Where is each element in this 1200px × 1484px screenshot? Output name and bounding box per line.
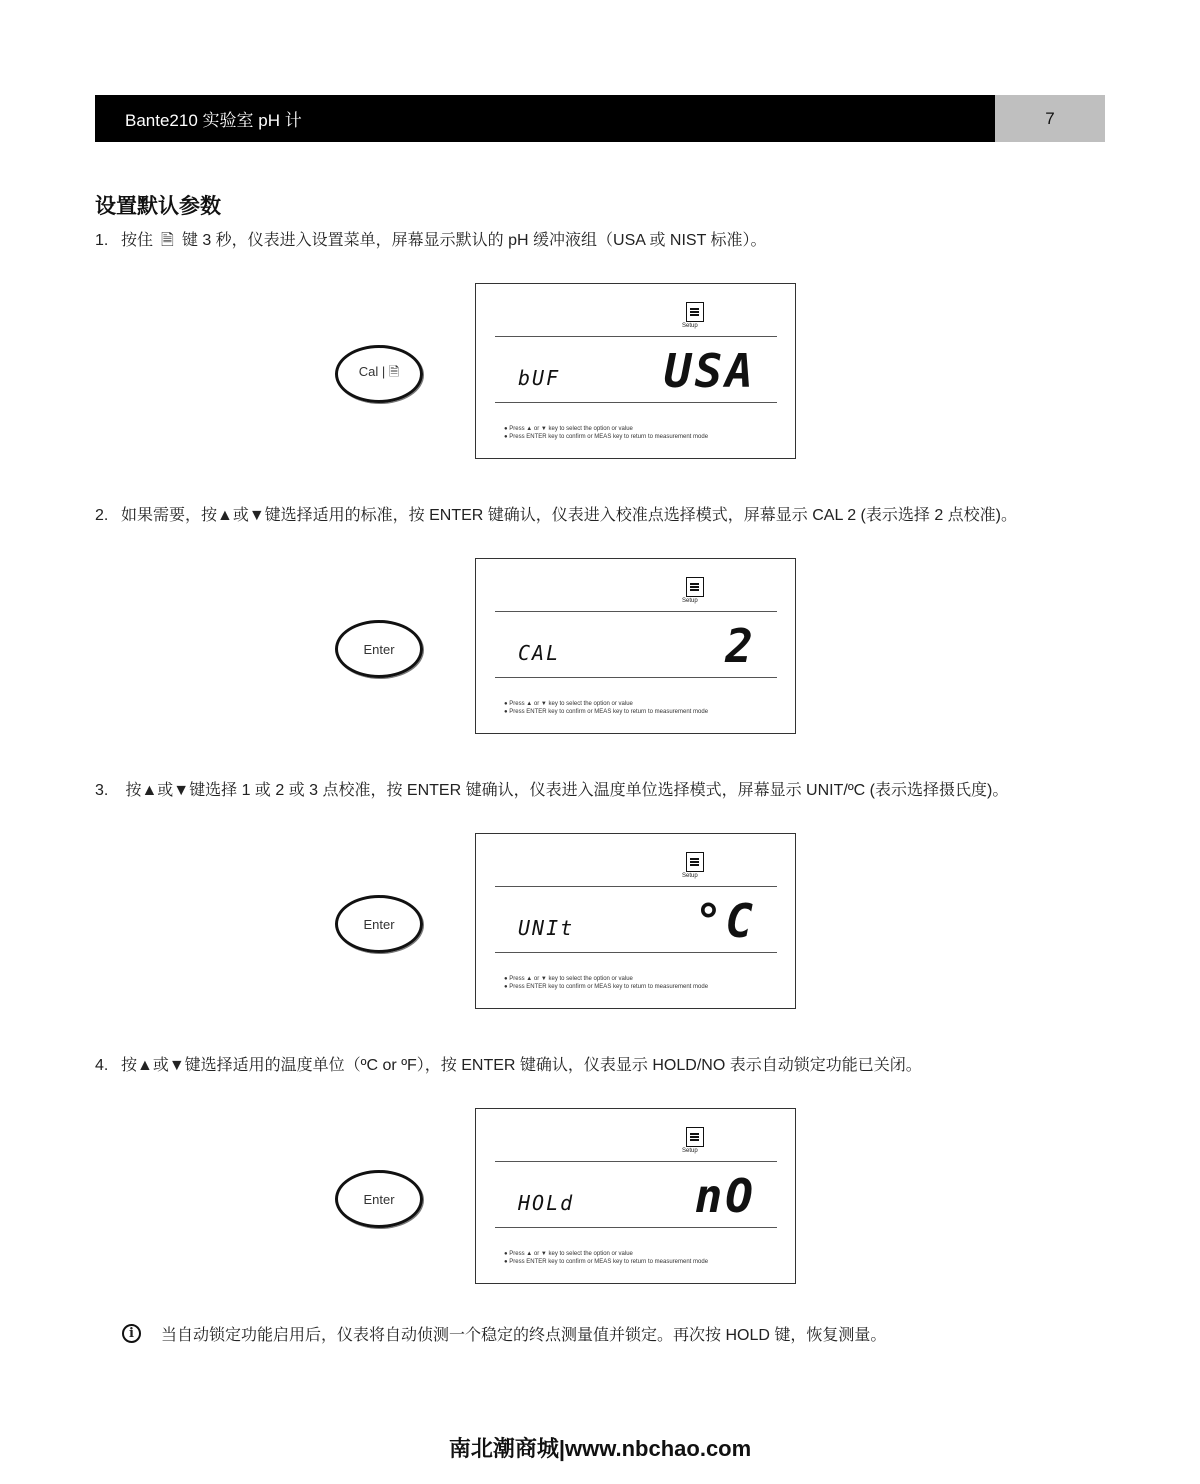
divider [495, 1161, 777, 1162]
divider [495, 336, 777, 337]
hint-line: ● Press ENTER key to confirm or MEAS key to return to measurement mode [504, 709, 709, 715]
setup-label: Setup [682, 598, 698, 604]
hint-line: ● Press ▲ or ▼ key to select the option or value [504, 976, 633, 982]
section-title: 设置默认参数 [95, 195, 221, 218]
hint-line: ● Press ENTER key to confirm or MEAS key to return to measurement mode [504, 1259, 709, 1265]
divider [495, 952, 777, 953]
lcd-display-3 [475, 833, 796, 1009]
step-text: 按住 [121, 232, 154, 249]
lcd-primary: nO [694, 1169, 756, 1223]
divider [495, 1227, 777, 1228]
enter-button [335, 895, 423, 953]
button-label: Enter [363, 641, 395, 657]
step-number: 1. [95, 232, 109, 249]
button-label: Enter [363, 916, 395, 932]
setup-label: Setup [682, 1148, 698, 1154]
divider [495, 402, 777, 403]
lcd-display-1 [475, 283, 796, 459]
step-number: 2. [95, 507, 109, 524]
hint-line: ● Press ENTER key to confirm or MEAS key to return to measurement mode [504, 984, 709, 990]
hint-line: ● Press ▲ or ▼ key to select the option or value [504, 701, 633, 707]
lcd-primary: 2 [725, 619, 756, 673]
cal-button [335, 345, 423, 403]
note-text: 当自动锁定功能启用后，仪表将自动侦测一个稳定的终点测量值并锁定。再次按 HOLD 键，恢复测量。 [161, 1327, 887, 1344]
hint-line: ● Press ▲ or ▼ key to select the option or value [504, 426, 633, 432]
lcd-secondary: CAL [518, 641, 561, 665]
button-label: Enter [363, 1191, 395, 1207]
button-label: Cal | 🗎 [358, 364, 400, 379]
divider [495, 677, 777, 678]
enter-button [335, 1170, 423, 1228]
step-text: 按▲或▼键选择适用的温度单位（ºC or ºF），按 ENTER 键确认，仪表显示 HOLD/NO 表示自动锁定功能已关闭。 [121, 1057, 922, 1074]
lcd-secondary: bUF [518, 366, 561, 390]
step-3 [95, 777, 1008, 800]
setup-icon [686, 852, 704, 872]
step-1 [95, 227, 767, 256]
lcd-primary: °C [694, 894, 756, 948]
step-4 [95, 1052, 922, 1075]
step-text: 如果需要，按▲或▼键选择适用的标准，按 ENTER 键确认，仪表进入校准点选择模式，屏幕显示 CAL 2 (表示选择 2 点校准)。 [121, 507, 1018, 524]
step-number: 4. [95, 1057, 109, 1074]
footer-watermark: 南北潮商城|www.nbchao.com [448, 1436, 752, 1461]
step-text: 键 3 秒，仪表进入设置菜单，屏幕显示默认的 pH 缓冲液组（USA 或 NIST 标准）。 [181, 232, 767, 249]
setup-icon [686, 577, 704, 597]
setup-icon [686, 1127, 704, 1147]
header-bar [95, 95, 995, 142]
step-number: 3. [95, 782, 109, 799]
step-text: 按▲或▼键选择 1 或 2 或 3 点校准，按 ENTER 键确认，仪表进入温度单位选择模式，屏幕显示 UNIT/ºC (表示选择摄氏度)。 [121, 782, 1009, 799]
lcd-secondary: UNIt [518, 916, 575, 940]
lcd-display-2 [475, 558, 796, 734]
lcd-secondary: HOLd [518, 1191, 575, 1215]
hint-line: ● Press ▲ or ▼ key to select the option or value [504, 1251, 633, 1257]
info-note [122, 1322, 886, 1345]
setup-icon [686, 302, 704, 322]
hint-line: ● Press ENTER key to confirm or MEAS key to return to measurement mode [504, 434, 709, 440]
page-number: 7 [995, 95, 1105, 142]
setup-key-icon: 🗎 [161, 232, 174, 249]
info-icon: i [122, 1324, 141, 1343]
divider [495, 886, 777, 887]
setup-label: Setup [682, 873, 698, 879]
step-2 [95, 502, 1017, 525]
header-title: Bante210 实验室 pH 计 [125, 111, 302, 130]
enter-button [335, 620, 423, 678]
lcd-primary: USA [663, 344, 756, 398]
lcd-display-4 [475, 1108, 796, 1284]
setup-label: Setup [682, 323, 698, 329]
divider [495, 611, 777, 612]
